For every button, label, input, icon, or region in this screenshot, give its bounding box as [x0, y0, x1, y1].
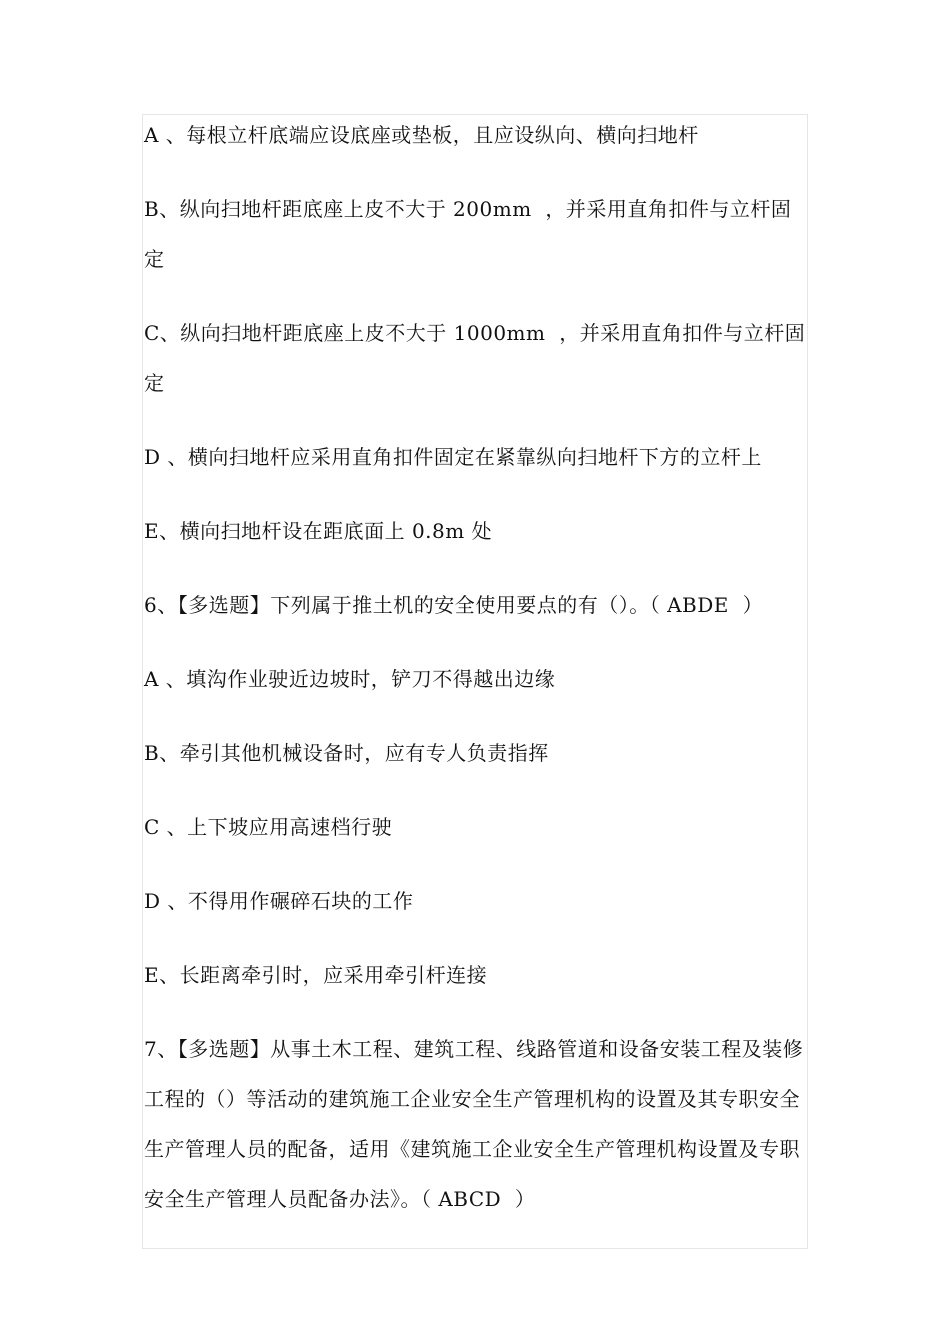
option-d-q6: D 、不得用作碾碎石块的工作: [144, 889, 414, 913]
option-d-q5: D 、横向扫地杆应采用直角扣件固定在紧靠纵向扫地杆下方的立杆上: [144, 445, 762, 469]
option-c-q6: C 、上下坡应用高速档行驶: [144, 815, 393, 839]
document-body: [144, 110, 808, 1248]
option-e-q5: E、横向扫地杆设在距底面上 0.8m 处: [144, 519, 493, 543]
question-7: 7、【多选题】从事土木工程、建筑工程、线路管道和设备安装工程及装修工程的（）等活动的建筑施工企业安全生产管理机构的设置及其专职安全生产管理人员的配备，适用《建筑施工企业安全生产管理机构设置及专职安全生产管理人员配备办法》。（ ABCD ）: [144, 1037, 804, 1211]
option-a-q5: A 、每根立杆底端应设底座或垫板，且应设纵向、横向扫地杆: [144, 123, 699, 147]
option-c-q5: C、纵向扫地杆距底座上皮不大于 1000mm ，并采用直角扣件与立杆固定: [144, 321, 806, 395]
question-6: 6、【多选题】下列属于推土机的安全使用要点的有（）。（ ABDE ）: [144, 593, 764, 617]
option-b-q5: B、纵向扫地杆距底座上皮不大于 200mm ，并采用直角扣件与立杆固定: [144, 197, 792, 271]
option-a-q6: A 、填沟作业驶近边坡时，铲刀不得越出边缘: [144, 667, 556, 691]
option-e-q6: E、长距离牵引时，应采用牵引杆连接: [144, 963, 488, 987]
option-b-q6: B、牵引其他机械设备时，应有专人负责指挥: [144, 741, 549, 765]
